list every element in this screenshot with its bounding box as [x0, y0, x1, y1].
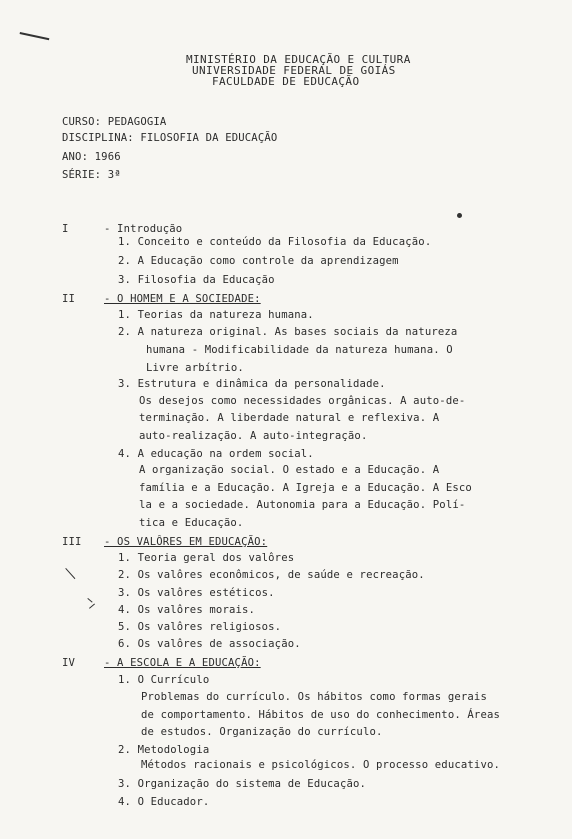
- list-item-continuation: la e a sociedade. Autonomia para a Educação. Polí-: [139, 499, 466, 511]
- list-item: 4. Os valôres morais.: [118, 604, 256, 616]
- margin-tick: [87, 598, 92, 603]
- list-item: 2. A natureza original. As bases sociais da natureza: [118, 326, 458, 338]
- list-item: 1. O Currículo: [118, 674, 210, 686]
- section-title: - A ESCOLA E A EDUCAÇÃO:: [104, 657, 261, 669]
- list-item-continuation: de comportamento. Hábitos de uso do conhecimento. Áreas: [141, 709, 501, 721]
- list-item: 4. A educação na ordem social.: [118, 448, 314, 460]
- list-item-continuation: Métodos racionais e psicológicos. O processo educativo.: [141, 759, 501, 771]
- course-field: CURSO: PEDAGOGIA: [62, 116, 167, 128]
- list-item: 6. Os valôres de associação.: [118, 638, 301, 650]
- list-item: 4. O Educador.: [118, 796, 210, 808]
- list-item-continuation: Livre arbítrio.: [146, 362, 244, 374]
- list-item-continuation: família e a Educação. A Igreja e a Educação. A Esco: [139, 482, 472, 494]
- list-item-continuation: Os desejos como necessidades orgânicas. A auto-de-: [139, 395, 466, 407]
- list-item: 1. Conceito e conteúdo da Filosofia da Educação.: [118, 236, 432, 248]
- list-item: 3. Organização do sistema de Educação.: [118, 778, 367, 790]
- section-title: - OS VALÔRES EM EDUCAÇÃO:: [104, 536, 268, 548]
- discipline-field: DISCIPLINA: FILOSOFIA DA EDUCAÇÃO: [62, 132, 278, 144]
- list-item: 2. Os valôres econômicos, de saúde e recreação.: [118, 569, 425, 581]
- list-item: 3. Filosofia da Educação: [118, 274, 275, 286]
- margin-tick: [89, 604, 95, 609]
- header-faculty: FACULDADE DE EDUCAÇÃO: [212, 75, 360, 88]
- section-title: - O HOMEM E A SOCIEDADE:: [104, 293, 261, 305]
- series-field: SÉRIE: 3ª: [62, 169, 121, 181]
- section-numeral: IV: [62, 657, 76, 669]
- list-item: 2. A Educação como controle da aprendizagem: [118, 255, 399, 267]
- year-field: ANO: 1966: [62, 151, 121, 163]
- list-item-continuation: tica e Educação.: [139, 517, 244, 529]
- scan-mark: [20, 32, 50, 40]
- section-title: - Introdução: [104, 223, 183, 235]
- list-item-continuation: auto-realização. A auto-integração.: [139, 430, 368, 442]
- list-item: 3. Estrutura e dinâmica da personalidade.: [118, 378, 386, 390]
- list-item: 1. Teoria geral dos valôres: [118, 552, 295, 564]
- list-item-continuation: de estudos. Organização do currículo.: [141, 726, 383, 738]
- list-item: 1. Teorias da natureza humana.: [118, 309, 314, 321]
- margin-tick: [65, 568, 75, 579]
- list-item: 5. Os valôres religiosos.: [118, 621, 282, 633]
- scan-dot: [457, 213, 462, 218]
- list-item-continuation: A organização social. O estado e a Educação. A: [139, 464, 440, 476]
- list-item: 3. Os valôres estéticos.: [118, 587, 275, 599]
- list-item-continuation: Problemas do currículo. Os hábitos como formas gerais: [141, 691, 487, 703]
- section-numeral: I: [62, 223, 69, 235]
- header-ministry: MINISTÉRIO DA EDUCAÇÃO E CULTURA: [186, 53, 411, 66]
- list-item: 2. Metodologia: [118, 744, 210, 756]
- list-item-continuation: terminação. A liberdade natural e reflexiva. A: [139, 412, 440, 424]
- list-item-continuation: humana - Modificabilidade da natureza humana. O: [146, 344, 453, 356]
- header-university: UNIVERSIDADE FEDERAL DE GOIÁS: [192, 64, 396, 77]
- section-numeral: III: [62, 536, 82, 548]
- section-numeral: II: [62, 293, 76, 305]
